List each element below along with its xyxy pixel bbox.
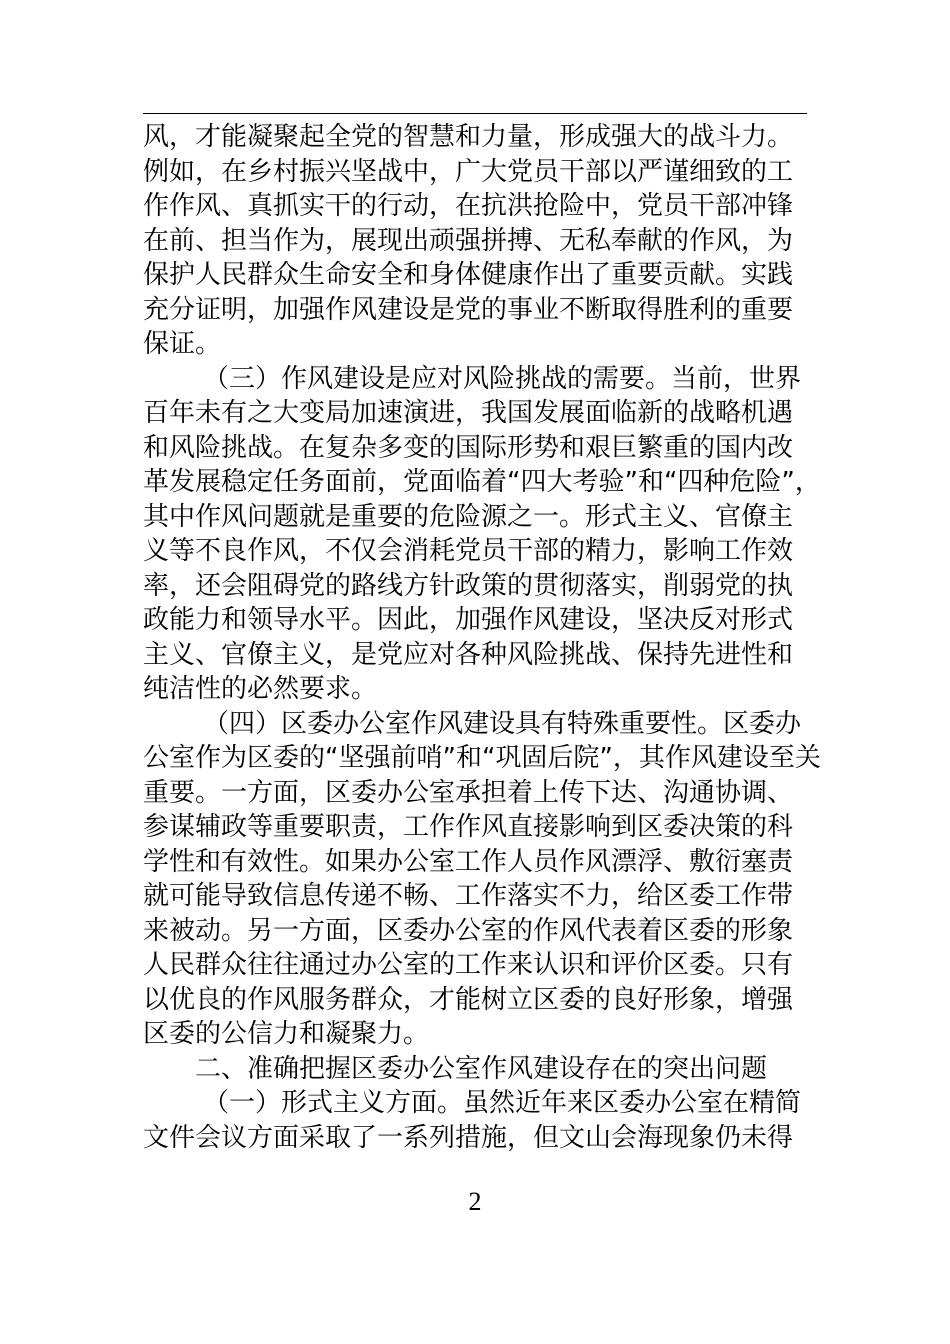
- text-line: 区委的公信力和凝聚力。: [143, 1019, 430, 1049]
- text-line: 保护人民群众生命安全和身体健康作出了重要贡献。实践: [143, 260, 794, 290]
- text-line: 参谋辅政等重要职责，工作作风直接影响到区委决策的科: [143, 812, 794, 842]
- text-line: 和风险挑战。在复杂多变的国际形势和艰巨繁重的国内改: [143, 432, 794, 463]
- text-line: 政能力和领导水平。因此，加强作风建设，坚决反对形式: [143, 605, 794, 635]
- text-line: 纯洁性的必然要求。: [143, 674, 378, 704]
- section-heading: 二、准确把握区委办公室作风建设存在的突出问题: [195, 1053, 768, 1084]
- text-line: 在前、担当作为，展现出顽强拼搏、无私奉献的作风，为: [143, 225, 794, 256]
- text-line: 来被动。另一方面，区委办公室的作风代表着区委的形象: [143, 915, 794, 946]
- paragraph-start-line: （三）作风建设是应对风险挑战的需要。当前，世界: [203, 363, 802, 394]
- text-line: 其中作风问题就是重要的危险源之一。形式主义、官僚主: [143, 501, 794, 532]
- text-line: 主义、官僚主义，是党应对各种风险挑战、保持先进性和: [143, 639, 794, 670]
- text-line: 以优良的作风服务群众，才能树立区委的良好形象，增强: [143, 984, 794, 1015]
- text-line: 人民群众往往通过办公室的工作来认识和评价区委。只有: [143, 950, 794, 980]
- text-line: 文件会议方面采取了一系列措施，但文山会海现象仍未得: [143, 1122, 794, 1153]
- text-line: 重要。一方面，区委办公室承担着上传下达、沟通协调、: [143, 777, 794, 808]
- text-line: 风，才能凝聚起全党的智慧和力量，形成强大的战斗力。: [143, 122, 794, 152]
- text-line: 革发展稳定任务面前，党面临着“四大考验”和“四种危险”，: [143, 467, 821, 497]
- text-line: 就可能导致信息传递不畅、工作落实不力，给区委工作带: [143, 881, 794, 911]
- text-line: 充分证明，加强作风建设是党的事业不断取得胜利的重要: [143, 294, 794, 325]
- text-line: 例如，在乡村振兴坚战中，广大党员干部以严谨细致的工: [143, 156, 794, 187]
- paragraph-start-line: （一）形式主义方面。虽然近年来区委办公室在精简: [203, 1088, 802, 1118]
- page-number: 2: [468, 1187, 482, 1216]
- text-line: 保证。: [143, 329, 222, 359]
- body-text: [143, 120, 821, 1155]
- text-line: 义等不良作风，不仅会消耗党员干部的精力，影响工作效: [143, 536, 794, 566]
- text-line: 学性和有效性。如果办公室工作人员作风漂浮、敷衍塞责: [143, 846, 794, 877]
- text-line: 作作风、真抓实干的行动，在抗洪抢险中，党员干部冲锋: [143, 191, 794, 221]
- paragraph-start-line: （四）区委办公室作风建设具有特殊重要性。区委办: [203, 708, 802, 739]
- text-line: 公室作为区委的“坚强前哨”和“巩固后院”，其作风建设至关: [143, 743, 821, 773]
- header-rule: [143, 113, 807, 114]
- text-line: 百年未有之大变局加速演进，我国发展面临新的战略机遇: [143, 398, 794, 428]
- text-line: 率，还会阻碍党的路线方针政策的贯彻落实，削弱党的执: [143, 570, 794, 601]
